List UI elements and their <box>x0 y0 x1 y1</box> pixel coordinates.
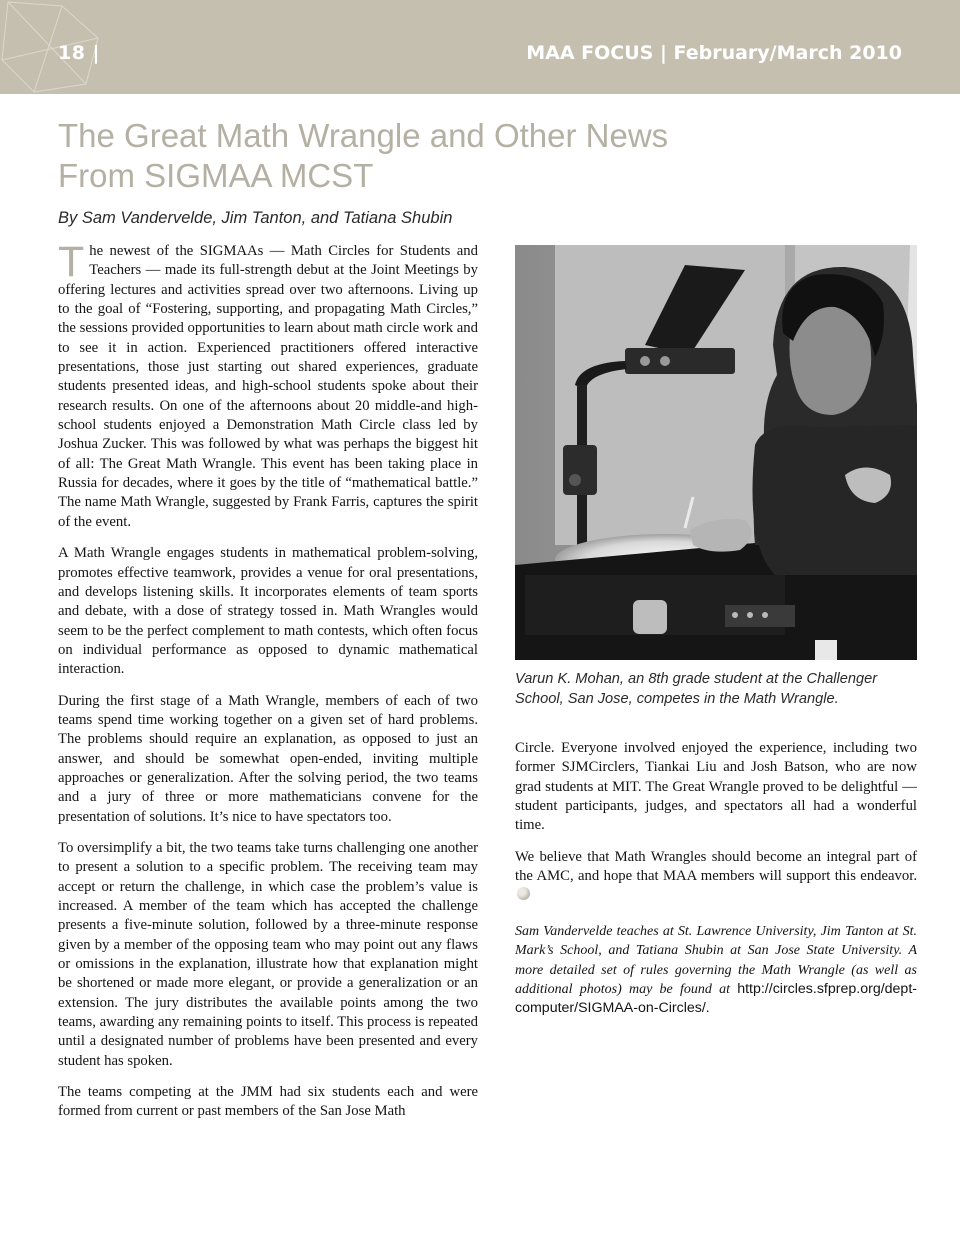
left-column <box>58 238 478 1134</box>
paragraph: A Math Wrangle engages students in mathematical problem-solving, promotes effective teamwork, provides a venue for oral presentations, and develops listening skills. It incorporates elements of team sports and debate, with a dose of strategy tossed in. Math Wrangles would seem to be the perfect complement to math contests, which often focus on individual performance as opposed to dynamic mathematical interaction. <box>58 545 478 678</box>
author-bio <box>515 922 917 1018</box>
title-line-1: The Great Math Wrangle and Other News <box>58 117 669 154</box>
byline: By Sam Vandervelde, Jim Tanton, and Tatiana Shubin <box>58 209 453 227</box>
paragraph: During the first stage of a Math Wrangle, members of each of two teams spend time working together on a given set of hard problems. The problems should require an explanation, as opposed to just an answer, and should be somewhat open-ended, inviting multiple approaches or generalization. After the solving period, the two teams and a jury of three or more mathematicians convene for the presentation of solutions. It’s nice to have spectators too. <box>58 692 478 825</box>
paragraph <box>515 848 917 906</box>
paragraph: Circle. Everyone involved enjoyed the experience, including two former SJMCirclers, Tiankai Liu and Josh Batson, who are now grad students at MIT. The Great Wrangle proved to be delightful — student participants, judges, and spectators all had a wonderful time. <box>515 740 917 834</box>
page-number: 18 | <box>58 42 100 64</box>
rules-url-link[interactable]: http://circles.sfprep.org/dept-computer/SIGMAA-on-Circles/. <box>515 980 917 1017</box>
drop-cap: T <box>58 238 85 286</box>
end-of-article-icon <box>517 887 530 900</box>
photo-student-overhead-projector <box>515 245 917 660</box>
article-title <box>58 116 778 196</box>
title-line-2: From SIGMAA MCST <box>58 157 374 194</box>
paragraph-text: We believe that Math Wrangles should become an integral part of the AMC, and hope that MAA members will support this endeavor. <box>515 848 917 885</box>
paragraph <box>58 238 478 532</box>
photo-caption: Varun K. Mohan, an 8th grade student at the Challenger School, San Jose, competes in the Math Wrangle. <box>515 671 878 707</box>
paragraph: The teams competing at the JMM had six students each and were formed from current or past members of the San Jose Math <box>58 1084 478 1120</box>
header-band <box>0 0 960 94</box>
paragraph: To oversimplify a bit, the two teams take turns challenging one another to present a solution to a specific problem. The receiving team may accept or return the challenge, in which case the problem’s value is increased. A member of the team which has accepted the challenge presents a five-minute solution, followed by a three-minute response given by a member of the opposing team who may point out any flaws or omissions in the explanation, illustrate how that explanation might be shortened or made more elegant, or provide a generalization or an extension. The jury distributes the available points among the two teams, awarding any remaining points to itself. This process is repeated until a designated number of problems have been presented and every student has spoken. <box>58 839 478 1069</box>
paragraph-text: he newest of the SIGMAAs — Math Circles for Students and Teachers — made its full-strength debut at the Joint Meetings by offering lectures and activities spread over two afternoons. Living up to the goal of “Fostering, supporting, and propagating Math Circles,” the sessions provided opportunities to learn about math circle work and to see it in action. Experienced practitioners offered interactive presentations, those just starting out shared experiences, graduate students presented ideas, and high-school students spoke about their research results. On one of the afternoons about 20 middle-and high-school students enjoyed a Demonstration Math Circle class led by Joshua Zucker. This was followed by what was perhaps the biggest hit of all: The Great Math Wrangle. This event has been taking place in Russia for decades, where it goes by the title of “mathematical battle.” The name Math Wrangle, suggested by Frank Farris, captures the spirit of the event. <box>58 243 478 530</box>
right-column <box>515 739 917 918</box>
publication-header: MAA FOCUS | February/March 2010 <box>526 42 902 64</box>
author-bio-text: Sam Vandervelde teaches at St. Lawrence University, Jim Tanton at St. Mark’s School, and Tatiana Shubin at San Jose State University. A more detailed set of rules governing the Math Wrangle (as well as additional photos) may be found at <box>515 924 917 997</box>
